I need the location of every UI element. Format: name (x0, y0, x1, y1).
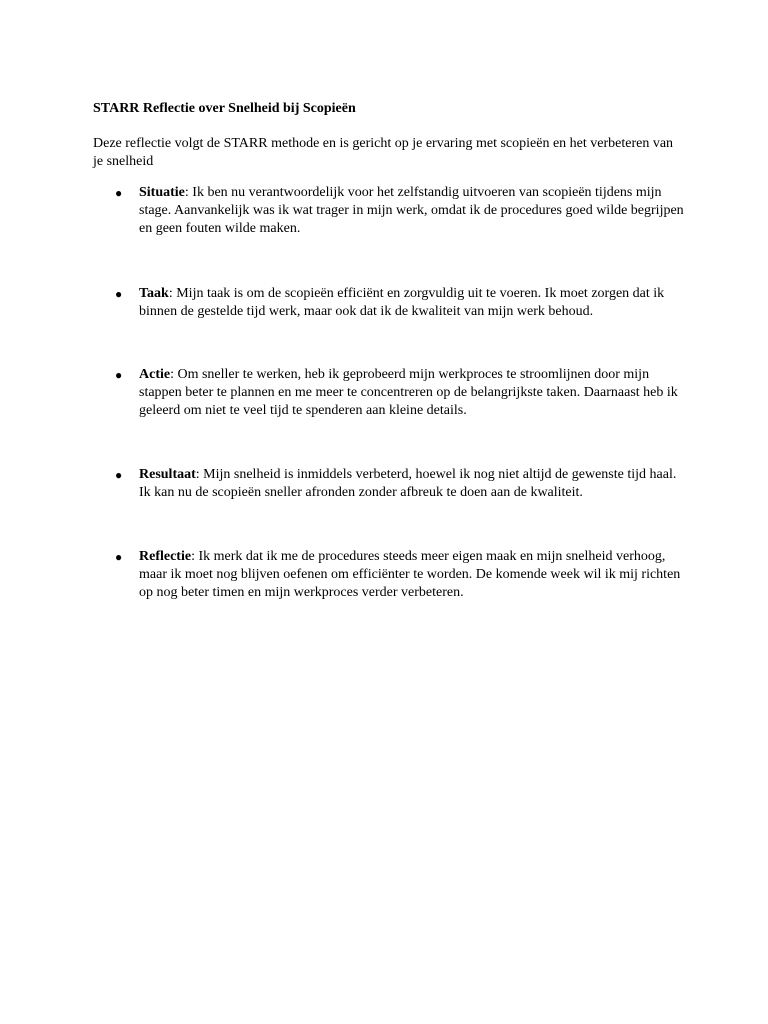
intro-paragraph: Deze reflectie volgt de STARR methode en is gericht op je ervaring met scopieën en het verbeteren van je snelheid (93, 136, 674, 169)
list-item-body: : Ik ben nu verantwoordelijk voor het zelfstandig uitvoeren van scopieën tijdens mijn stage. Aanvankelijk was ik wat trager in mijn werk, omdat ik de procedures goed wilde begrijpen en geen fouten wilde maken. (139, 185, 684, 236)
list-item-heading: Resultaat (139, 467, 196, 482)
list-item-text (139, 184, 684, 238)
list-item-body: : Om sneller te werken, heb ik geprobeerd mijn werkproces te stroomlijnen door mijn stappen beter te plannen en me meer te concentreren op de belangrijkste taken. Daarnaast heb ik geleerd om niet te veel tijd te spenderen aan kleine details. (139, 367, 678, 418)
list-item-body: : Mijn snelheid is inmiddels verbeterd, hoewel ik nog niet altijd de gewenste tijd haal. Ik kan nu de scopieën sneller afronden zonder afbreuk te doen aan de kwaliteit. (139, 467, 677, 500)
list-item-heading: Actie (139, 367, 171, 382)
list-item-text (139, 466, 684, 502)
list-item-heading: Situatie (139, 185, 185, 200)
list-item-heading: Taak (139, 286, 169, 301)
bullet-icon: ● (115, 550, 123, 564)
list-item-body: : Ik merk dat ik me de procedures steeds meer eigen maak en mijn snelheid verhoog, maar ik moet nog blijven oefenen om efficiënter te worden. De komende week wil ik mij richten op nog beter timen en mijn werkproces verder verbeteren. (139, 549, 681, 600)
list-item-text (139, 548, 684, 602)
bullet-icon: ● (115, 468, 123, 482)
list-item-text (139, 285, 684, 321)
bullet-icon: ● (115, 368, 123, 382)
bullet-icon: ● (115, 186, 123, 200)
bullet-icon: ● (115, 287, 123, 301)
document-title: STARR Reflectie over Snelheid bij Scopieën (93, 101, 356, 116)
list-item-text (139, 366, 684, 420)
list-item-heading: Reflectie (139, 549, 192, 564)
list-item-body: : Mijn taak is om de scopieën efficiënt en zorgvuldig uit te voeren. Ik moet zorgen dat ik binnen de gestelde tijd werk, maar ook dat ik de kwaliteit van mijn werk behoud. (139, 286, 665, 319)
